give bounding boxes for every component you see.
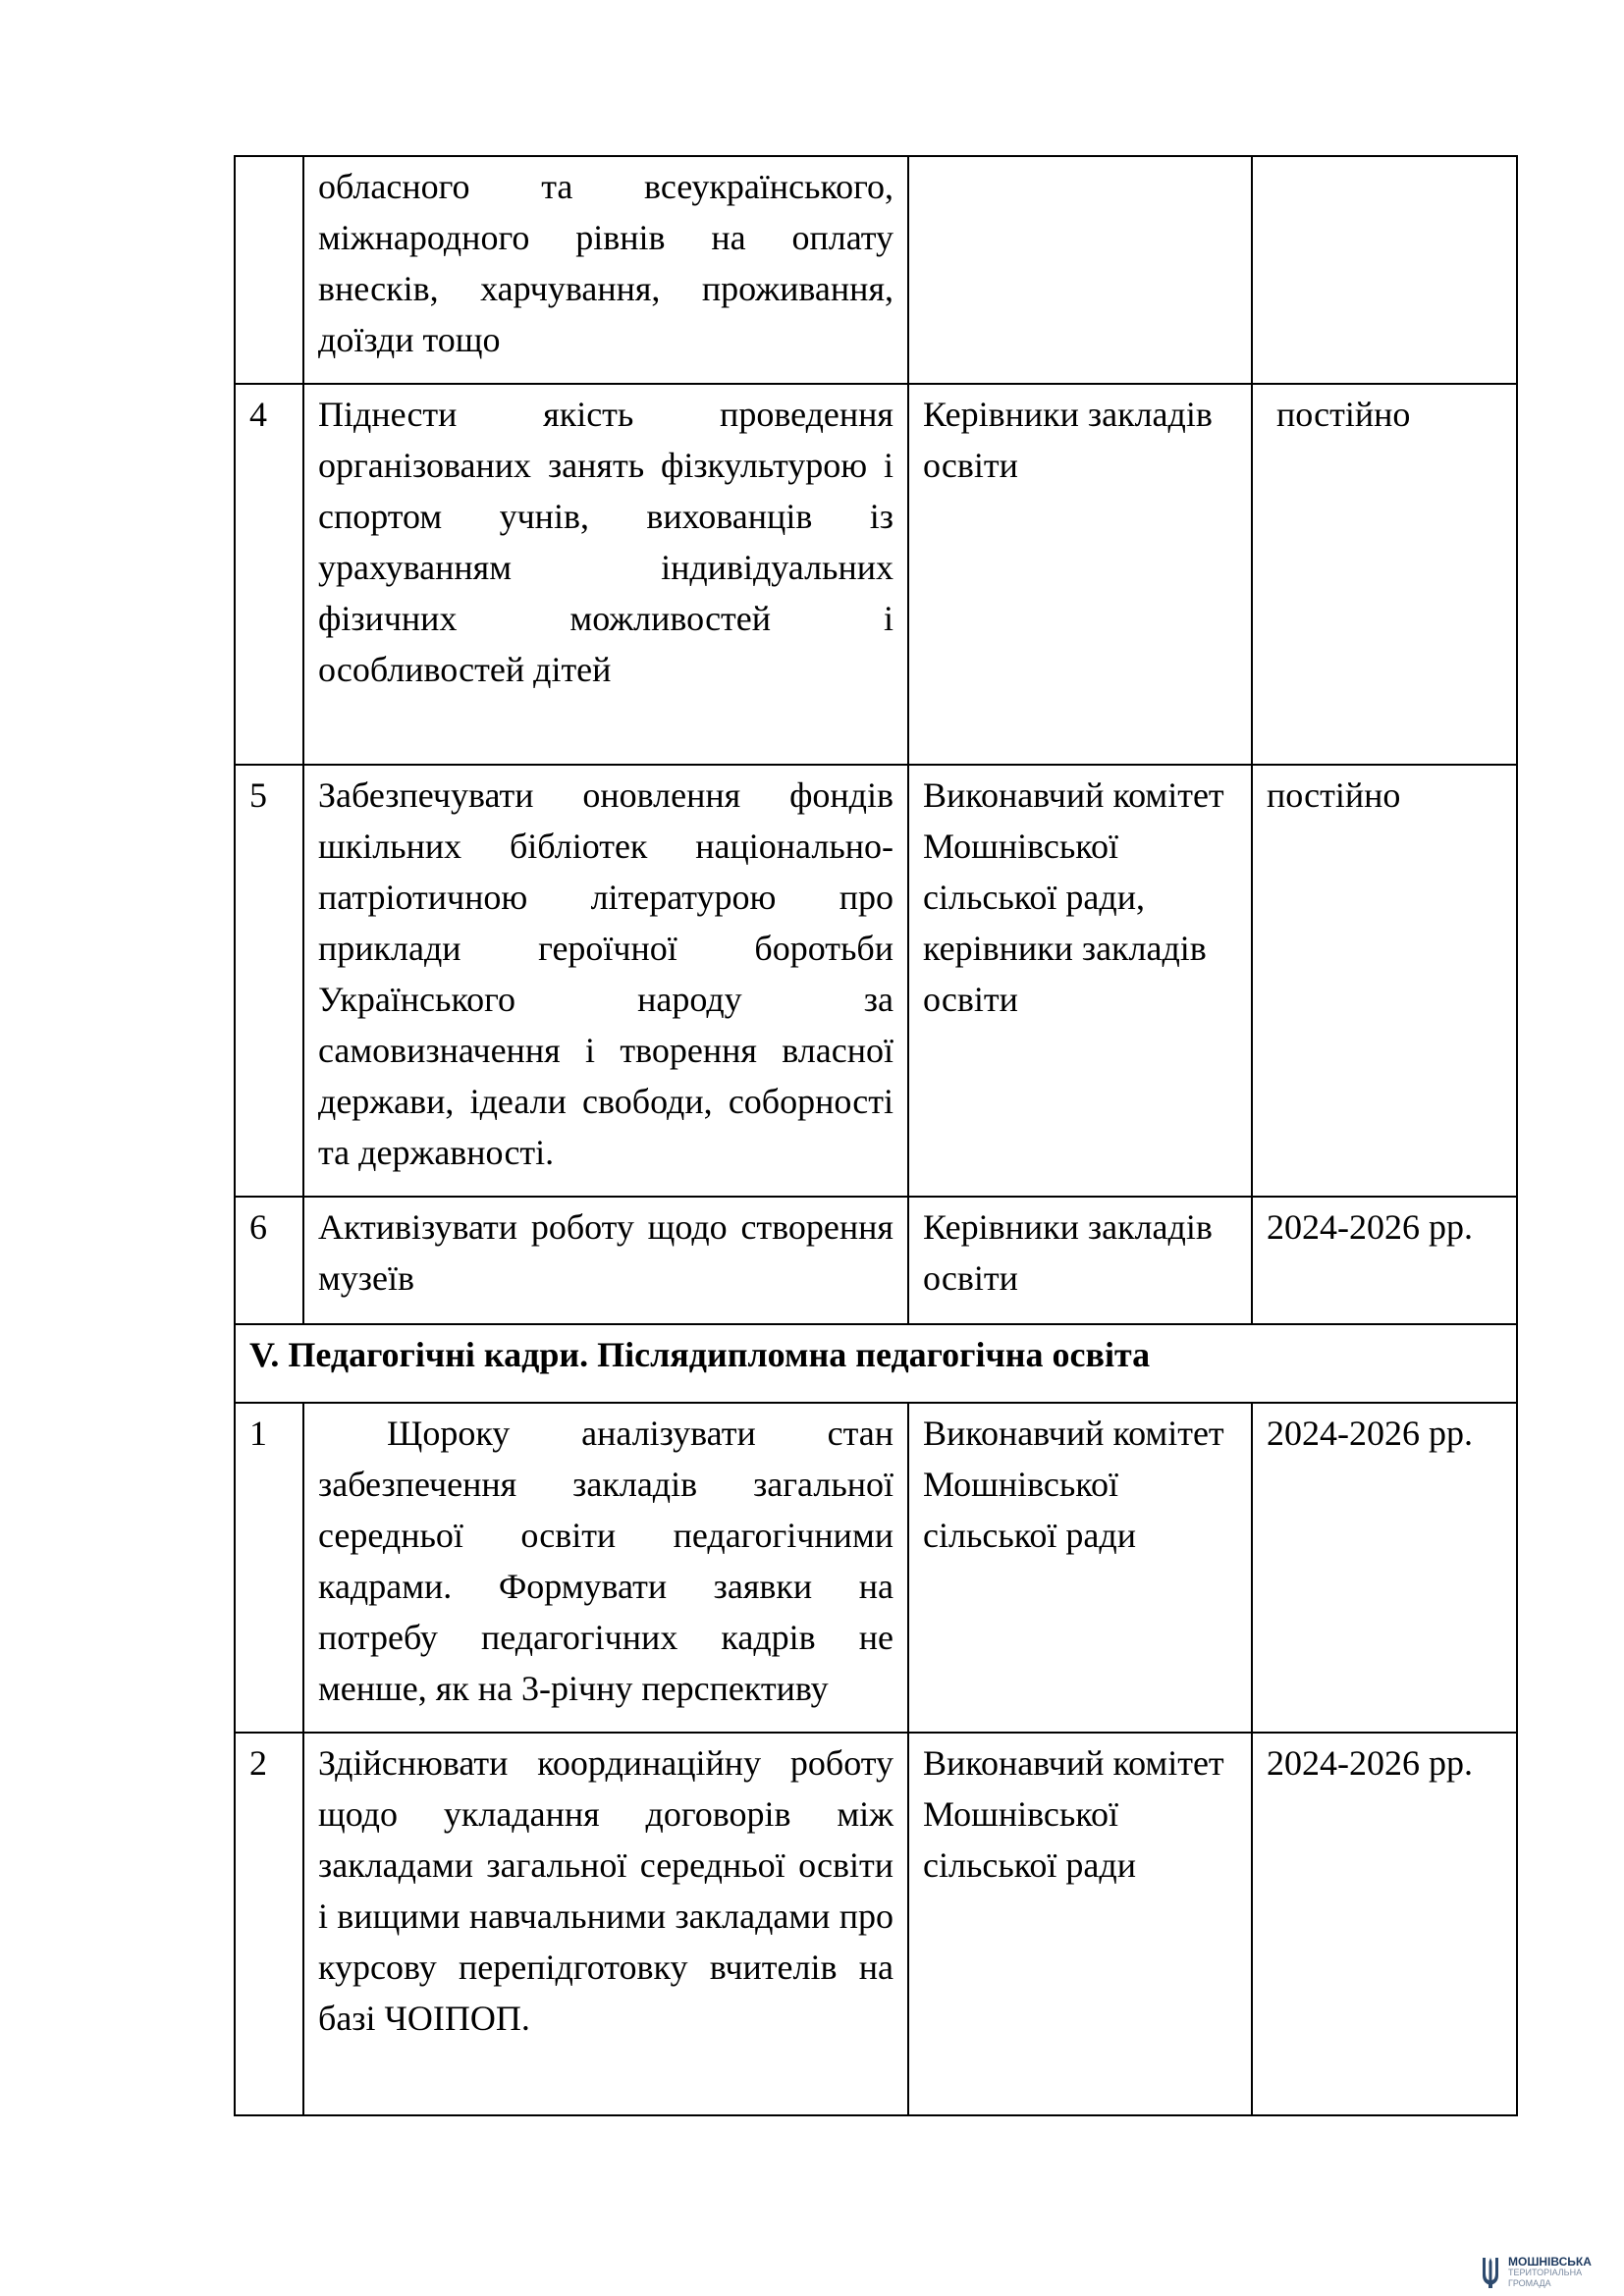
row-responsible: Керівники закладів освіти — [908, 384, 1252, 765]
section-header-row — [235, 1324, 1517, 1403]
row-number: 2 — [235, 1733, 303, 2115]
logo-line-1: МОШНІВСЬКА — [1508, 2254, 1592, 2269]
row-responsible: Керівники закладів освіти — [908, 1197, 1252, 1324]
row-term: постійно — [1252, 384, 1517, 765]
table-row — [235, 1733, 1517, 2115]
measures-table — [234, 155, 1518, 2116]
table-row — [235, 1403, 1517, 1733]
logo-line-2: ТЕРИТОРІАЛЬНА — [1508, 2267, 1583, 2277]
row-task: обласного та всеукраїнського, міжнародного рівнів на оплату внесків, харчування, проживання, доїзди тощо — [303, 156, 908, 384]
row-task: Щороку аналізувати стан забезпечення закладів загальної середньої освіти педагогічними кадрами. Формувати заявки на потребу педагогічних кадрів не менше, як на 3-річну перспективу — [303, 1403, 908, 1733]
row-term — [1252, 156, 1517, 384]
table-row — [235, 156, 1517, 384]
row-task: Піднести якість проведення організованих занять фізкультурою і спортом учнів, вихованців із урахуванням індивідуальних фізичних можливостей і особливостей дітей — [303, 384, 908, 765]
row-number: 4 — [235, 384, 303, 765]
row-responsible: Виконавчий комітет Мошнівської сільської ради — [908, 1733, 1252, 2115]
row-term: 2024-2026 рр. — [1252, 1733, 1517, 2115]
table-row — [235, 765, 1517, 1197]
row-term: постійно — [1252, 765, 1517, 1197]
row-number — [235, 156, 303, 384]
row-number: 6 — [235, 1197, 303, 1324]
trident-icon — [1479, 2256, 1502, 2289]
row-responsible — [908, 156, 1252, 384]
row-task: Активізувати роботу щодо створення музеїв — [303, 1197, 908, 1324]
row-responsible: Виконавчий комітет Мошнівської сільської ради, керівники закладів освіти — [908, 765, 1252, 1197]
row-number: 5 — [235, 765, 303, 1197]
row-number: 1 — [235, 1403, 303, 1733]
community-logo — [1479, 2253, 1616, 2292]
row-task: Здійснювати координаційну роботу щодо укладання договорів між закладами загальної середньої освіти і вищими навчальними закладами про курсову перепідготовку вчителів на базі ЧОІПОП. — [303, 1733, 908, 2115]
row-responsible: Виконавчий комітет Мошнівської сільської ради — [908, 1403, 1252, 1733]
row-task: Забезпечувати оновлення фондів шкільних бібліотек національно-патріотичною літературою про приклади героїчної боротьби Українського народу за самовизначення і творення власної держави, ідеали свободи, соборності та державності. — [303, 765, 908, 1197]
section-title: V. Педагогічні кадри. Післядипломна педагогічна освіта — [235, 1324, 1517, 1403]
row-term: 2024-2026 рр. — [1252, 1403, 1517, 1733]
row-term: 2024-2026 рр. — [1252, 1197, 1517, 1324]
logo-line-3: ГРОМАДА — [1508, 2277, 1551, 2288]
table-row — [235, 1197, 1517, 1324]
table-row — [235, 384, 1517, 765]
